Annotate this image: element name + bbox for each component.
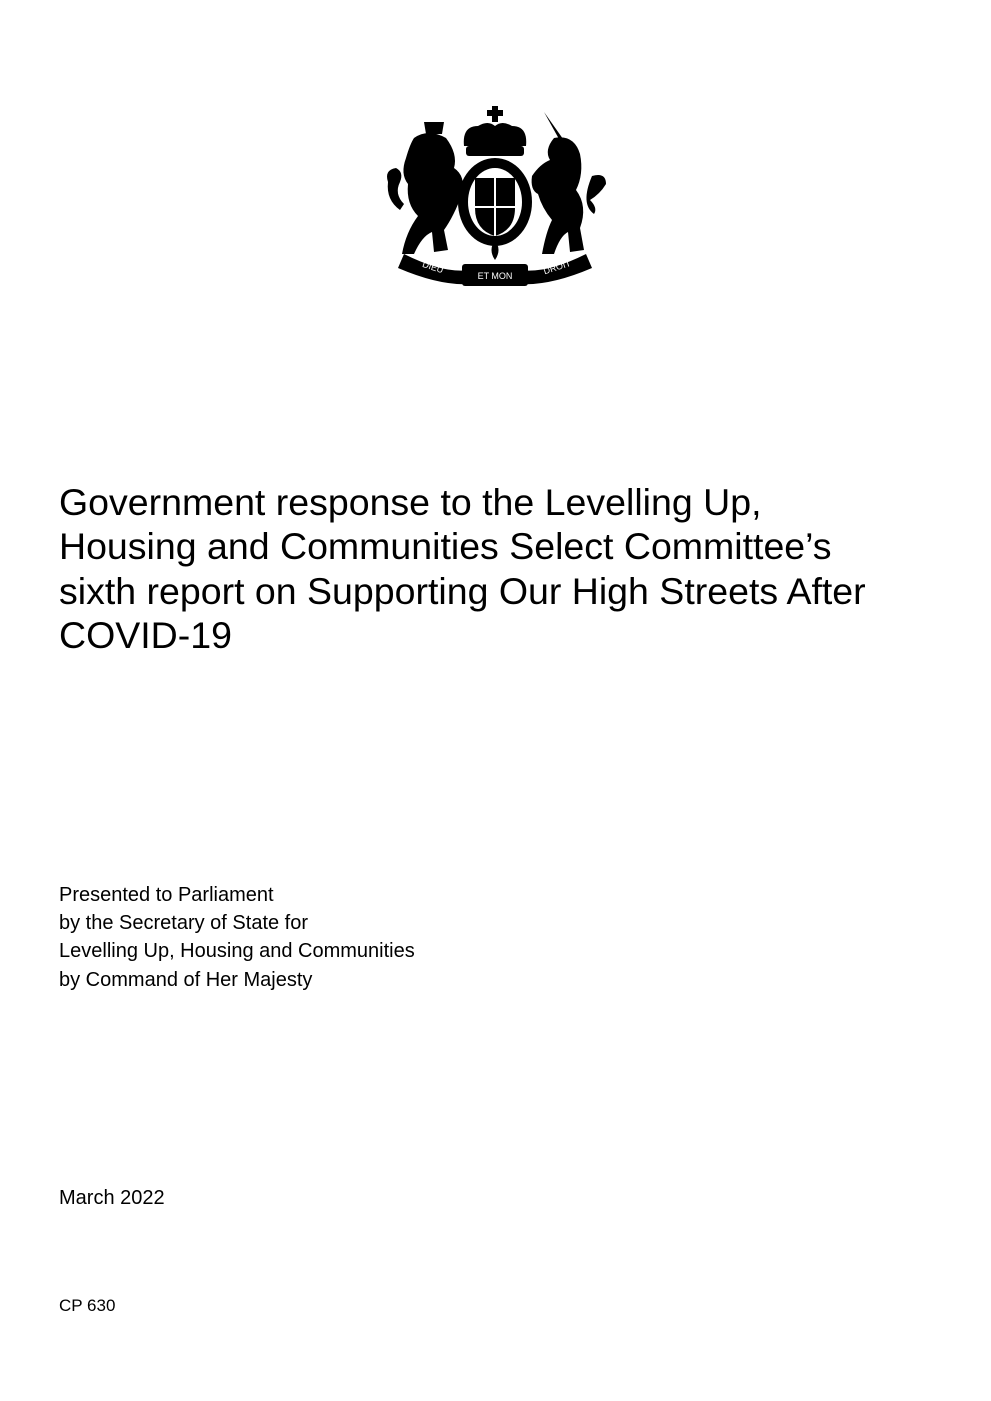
title-line: COVID-19 [59,613,232,656]
svg-text:DROIT: DROIT [542,258,572,277]
command-paper-number: CP 630 [59,1296,116,1315]
presentation-statement [59,881,415,994]
publication-date: March 2022 [59,1187,165,1209]
svg-text:DIEU: DIEU [421,259,445,276]
motto-et-mon: ET MON [477,271,513,281]
document-title [59,480,959,657]
presentation-line: Levelling Up, Housing and Communities [59,940,415,963]
title-line: Government response to the Levelling Up, [59,481,762,523]
royal-coat-of-arms-icon [384,104,608,288]
presentation-line: by Command of Her Majesty [59,968,313,991]
presentation-line: by the Secretary of State for [59,912,309,935]
presentation-line: Presented to Parliament [59,884,274,906]
title-line: Housing and Communities Select Committee’s [59,525,832,568]
title-line: sixth report on Supporting Our High Streets After [59,569,866,612]
